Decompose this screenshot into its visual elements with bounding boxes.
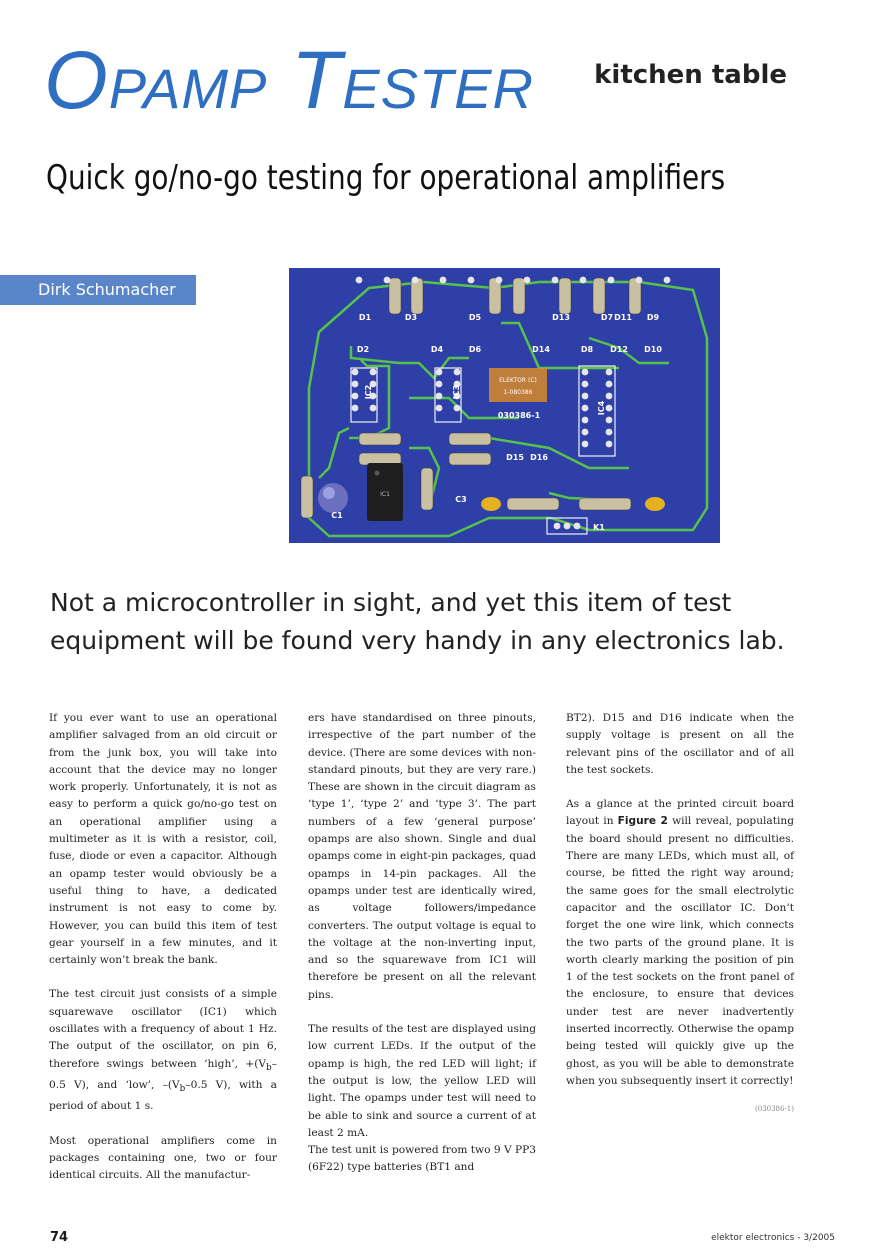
- resistor: [359, 433, 401, 445]
- pcb-label: C3: [455, 495, 467, 504]
- resistor: [449, 453, 491, 465]
- solder-pad: [582, 393, 589, 400]
- solder-pad: [554, 523, 561, 530]
- body-paragraph: BT2). D15 and D16 indicate when the supply voltage is present on all the relevant pins of the oscillator and of all the test sockets.: [566, 712, 794, 776]
- author-byline: Dirk Schumacher: [0, 275, 196, 305]
- pcb-label: D6: [468, 345, 482, 354]
- solder-pad: [636, 277, 643, 284]
- solder-pad: [552, 277, 559, 284]
- body-paragraph: As a glance at the printed circuit board layout in Figure 2 will reveal, populating the board should present no difficulties. There are many LEDs, which must all, of course, be fitted the right way around; the same goes for the small electrolytic capacitor and the oscillator IC. Don’t forget the one wire link, which connects the two parts of the ground plane. It is worth clearly marking the position of pin 1 of the test sockets on the front panel of the enclosure, to ensure that devices under test are never inadvertently inserted incorrectly. Otherwise the opamp being tested will quickly give up the ghost, as you will be able to demonstrate when you subsequently insert it correctly!: [566, 798, 794, 1087]
- pcb-label: D16: [530, 453, 548, 462]
- pcb-label: D12: [610, 345, 628, 354]
- body-paragraph: The results of the test are displayed using low current LEDs. If the output of the opamp is high, the red LED will light; if the output is low, the yellow LED will light. The opamps under test will need to be able to sink and source a current of at least 2 mA.: [308, 1023, 536, 1139]
- article-reference: (030386-1): [754, 1105, 794, 1114]
- pcb-photo: [289, 268, 720, 543]
- pcb-label: D8: [580, 345, 594, 354]
- pcb-board-svg: [289, 268, 720, 543]
- pcb-label: D11: [614, 313, 632, 322]
- pcb-label: D4: [430, 345, 444, 354]
- resistor: [489, 278, 501, 314]
- pcb-label: D9: [646, 313, 660, 322]
- solder-pad: [582, 405, 589, 412]
- solder-pad: [440, 277, 447, 284]
- pcb-marking-bottom: 1-080386: [503, 389, 533, 396]
- page-number: 74: [50, 1230, 69, 1245]
- pcb-label: D2: [356, 345, 370, 354]
- ic1-label: IC1: [380, 491, 390, 498]
- body-column-2: [308, 710, 536, 1194]
- solder-pad: [352, 369, 359, 376]
- lead-paragraph: Not a microcontroller in sight, and yet this item of test equipment will be found very handy in any electronics lab.: [50, 588, 785, 655]
- solder-pad: [468, 277, 475, 284]
- solder-pad: [564, 523, 571, 530]
- resistor: [301, 476, 313, 518]
- resistor: [593, 278, 605, 314]
- solder-pad: [370, 405, 377, 412]
- solder-pad: [352, 405, 359, 412]
- solder-pad: [412, 277, 419, 284]
- solder-pad: [606, 405, 613, 412]
- title-initial-o: O: [44, 35, 109, 126]
- pcb-label: D7: [600, 313, 614, 322]
- solder-pad: [454, 405, 461, 412]
- resistor: [629, 278, 641, 314]
- body-paragraph: Most operational amplifiers come in packages containing one, two or four identical circuits. All the manufactur-: [49, 1134, 277, 1182]
- solder-pad: [524, 277, 531, 284]
- capacitor-c3: [481, 497, 501, 511]
- body-paragraph: If you ever want to use an operational amplifier salvaged from an old circuit or from the junk box, you will take into account that the device may no longer work properly. Unfortunately, it is not as easy to perform a quick go/no-go test on an operational amplifier using a multimeter as it is with a resistor, coil, fuse, diode or even a capacitor. Although an opamp tester would obviously be a useful thing to have, a dedicated instrument is not easy to come by. However, you can build this item of test gear yourself in a few minutes, and it certainly won’t break the bank.: [49, 712, 277, 967]
- solder-pad: [582, 441, 589, 448]
- solder-pad: [436, 369, 443, 376]
- solder-pad: [352, 381, 359, 388]
- pcb-label: D10: [644, 345, 662, 354]
- pcb-label: D3: [404, 313, 418, 322]
- title-word-opamp: PAMP: [108, 57, 268, 120]
- solder-pad: [370, 369, 377, 376]
- resistor: [513, 278, 525, 314]
- solder-pad: [436, 405, 443, 412]
- solder-pad: [582, 429, 589, 436]
- solder-pad: [582, 381, 589, 388]
- pcb-label: IC3: [452, 384, 461, 400]
- pcb-label: D14: [532, 345, 550, 354]
- resistor: [449, 433, 491, 445]
- pcb-marking: [489, 368, 547, 402]
- pcb-label: D13: [552, 313, 570, 322]
- body-paragraph: ers have standardised on three pinouts, irrespective of the part number of the device. (There are some devices with non-standard pinouts, but they are very rare.) These are shown in the circuit diagram as ‘type 1’, ‘type 2’ and ‘type 3’. The part numbers of a few ‘general purpose’ opamps are also shown. Single and dual opamps come in eight-pin packages, quad opamps in 14-pin packages. All the opamps under test are identically wired, as voltage followers/impedance converters. The output voltage is equal to the voltage at the non-inverting input, and so the squarewave from IC1 will therefore be present on all the relevant pins.: [308, 712, 536, 1001]
- body-paragraph: The test unit is powered from two 9 V PP3 (6F22) type batteries (BT1 and: [308, 1144, 536, 1174]
- solder-pad: [606, 393, 613, 400]
- article-subtitle: Quick go/no-go testing for operational amplifiers: [46, 158, 726, 198]
- capacitor: [645, 497, 665, 511]
- title-initial-t: T: [291, 35, 343, 126]
- solder-pad: [496, 277, 503, 284]
- pcb-marking-top: ELEKTOR (C): [499, 377, 537, 384]
- solder-pad: [582, 369, 589, 376]
- pcb-label: D15: [506, 453, 524, 462]
- solder-pad: [356, 277, 363, 284]
- solder-pad: [436, 393, 443, 400]
- solder-pad: [608, 277, 615, 284]
- solder-pad: [436, 381, 443, 388]
- resistor: [411, 278, 423, 314]
- solder-pad: [580, 277, 587, 284]
- body-paragraph: The test circuit just consists of a simple squarewave oscillator (IC1) which oscillates with a frequency of about 1 Hz. The output of the oscillator, on pin 6, therefore swings between ‘high’, $+(V_b-0.5$ V), and ‘low’, $-(V_b-0.5$ V), with a period of about 1 s.: [49, 988, 277, 1113]
- pcb-label: D5: [468, 313, 482, 322]
- resistor: [421, 468, 433, 510]
- solder-pad: [664, 277, 671, 284]
- figure-reference: Figure 2: [617, 815, 668, 828]
- pcb-label: C1: [331, 511, 343, 520]
- body-column-1: [49, 710, 277, 1202]
- pcb-label: IC4: [597, 400, 606, 416]
- pcb-label: D1: [358, 313, 372, 322]
- article-title: [44, 35, 534, 126]
- title-word-tester: ESTER: [342, 57, 534, 120]
- solder-pad: [606, 381, 613, 388]
- solder-pad: [606, 441, 613, 448]
- section-tag: kitchen table: [594, 60, 787, 90]
- solder-pad: [384, 277, 391, 284]
- publication-footer: elektor electronics - 3/2005: [711, 1233, 835, 1243]
- resistor: [507, 498, 559, 510]
- solder-pad: [582, 417, 589, 424]
- solder-pad: [454, 369, 461, 376]
- body-column-3: [566, 710, 794, 1119]
- solder-pad: [352, 393, 359, 400]
- capacitor-c1: [318, 483, 348, 513]
- solder-pad: [606, 429, 613, 436]
- resistor: [579, 498, 631, 510]
- pcb-label: K1: [593, 523, 605, 532]
- solder-pad: [606, 417, 613, 424]
- pcb-label: 030386-1: [497, 411, 541, 420]
- solder-pad: [574, 523, 581, 530]
- solder-pad: [606, 369, 613, 376]
- resistor: [389, 278, 401, 314]
- resistor: [559, 278, 571, 314]
- pcb-label: IC2: [364, 384, 373, 400]
